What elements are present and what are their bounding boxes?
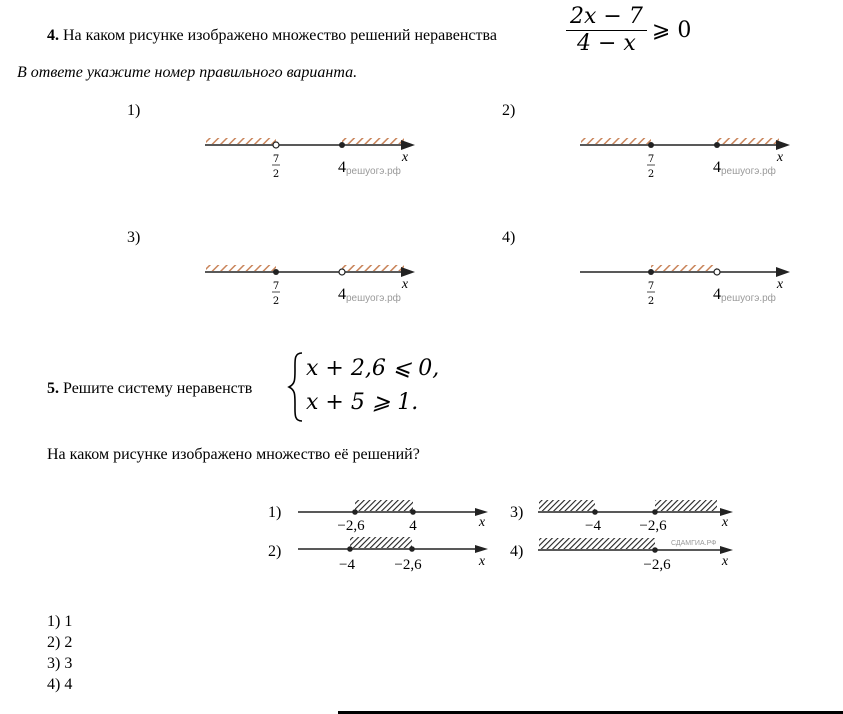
q4-2-point-right-filled [714, 142, 720, 148]
q5-2-point-a [347, 546, 353, 552]
q4-3-left-num: 7 [272, 281, 280, 292]
q5-system-line-2: x + 5 ⩾ 1. [306, 390, 419, 415]
q5-3-axis-label: x [721, 515, 729, 530]
q4-3-axis-label: x [401, 277, 409, 292]
q4-fraction [566, 4, 647, 57]
q5-option-3-label: 3) [510, 504, 524, 521]
q4-question-text: На каком рисунке изображено множество решений неравенства [63, 27, 497, 44]
q4-3-right-label: 4 [338, 286, 346, 303]
q5-4-point-a [652, 547, 658, 553]
q5-2-label-b: −2,6 [394, 557, 422, 572]
q5-4-label-a: −2,6 [643, 557, 671, 572]
q4-4-axis-label: x [776, 277, 784, 292]
q4-1-point-left-open [273, 142, 279, 148]
q4-1-watermark: решуогэ.рф [346, 166, 401, 177]
q4-4-hatch-middle [651, 265, 717, 271]
q5-1-axis-label: x [478, 515, 486, 530]
q4-inequality [566, 4, 691, 57]
answer-option-1[interactable]: 1) 1 [47, 613, 73, 630]
q5-1-point-a [352, 509, 358, 515]
q5-3-point-a [592, 509, 598, 515]
answer-option-4[interactable]: 4) 4 [47, 676, 73, 693]
q4-4-left-den: 2 [647, 296, 655, 307]
q5-option-4-label: 4) [510, 543, 524, 560]
q4-1-arrow [401, 140, 415, 150]
q4-number-line-1 [200, 130, 420, 190]
q4-fraction-denominator: 4 − x [566, 30, 647, 57]
q5-1-point-b [410, 509, 416, 515]
q4-1-point-right-filled [339, 142, 345, 148]
q5-1-label-a: −2,6 [337, 518, 365, 534]
q5-3-label-b: −2,6 [639, 518, 667, 534]
q4-2-hatch-left [581, 138, 651, 144]
q4-1-axis-label: x [401, 150, 409, 165]
q5-number-line-3 [535, 495, 745, 535]
q4-3-hatch-left [206, 265, 276, 271]
q5-option-2-label: 2) [268, 543, 282, 560]
q4-4-point-right-open [714, 269, 720, 275]
q5-system-brace [286, 350, 306, 425]
answer-option-2[interactable]: 2) 2 [47, 634, 73, 651]
q4-3-point-right-open [339, 269, 345, 275]
q5-system-line-1: x + 2,6 ⩽ 0, [306, 356, 440, 381]
q5-3-hatch-left [539, 500, 595, 511]
q4-2-hatch-right [717, 138, 779, 144]
q5-1-label-b: 4 [409, 518, 417, 534]
q4-2-watermark: решуогэ.рф [721, 166, 776, 177]
q5-system-lines [306, 352, 439, 420]
q4-1-hatch-right [342, 138, 404, 144]
q5-option-1-label: 1) [268, 504, 282, 521]
q4-relation: ⩾ 0 [651, 18, 692, 43]
q5-3-point-b [652, 509, 658, 515]
q5-2-arrow [475, 545, 488, 553]
q5-4-axis-label: x [721, 554, 729, 569]
q5-4-hatch [539, 538, 655, 549]
q4-option-1-label: 1) [127, 102, 141, 119]
q4-number-line-3 [200, 257, 420, 317]
q5-2-axis-label: x [478, 554, 486, 569]
q4-1-left-den: 2 [272, 169, 280, 180]
q4-2-axis-label: x [776, 150, 784, 165]
q4-1-hatch-left [206, 138, 276, 144]
q5-3-hatch-right [655, 500, 717, 511]
q5-number: 5. [47, 380, 59, 397]
answer-list [47, 611, 72, 695]
q4-2-left-num: 7 [647, 154, 655, 165]
q5-subquestion: На каком рисунке изображено множество её решений? [47, 446, 420, 463]
q4-4-point-left-filled [648, 269, 654, 275]
q4-2-left-den: 2 [647, 169, 655, 180]
answer-option-3[interactable]: 3) 3 [47, 655, 73, 672]
q4-option-4-label: 4) [502, 229, 516, 246]
q4-3-point-left-filled [273, 269, 279, 275]
q4-4-left-num: 7 [647, 281, 655, 292]
q4-number: 4. [47, 27, 59, 44]
q4-4-watermark: решуогэ.рф [721, 293, 776, 304]
q4-4-right-label: 4 [713, 286, 721, 303]
q4-3-arrow [401, 267, 415, 277]
q5-number-line-4 [535, 532, 745, 572]
q4-4-arrow [776, 267, 790, 277]
q5-2-hatch [350, 537, 412, 548]
q5-2-point-b [409, 546, 415, 552]
q4-instruction: В ответе укажите номер правильного варианта. [17, 64, 358, 81]
q4-1-left-num: 7 [272, 154, 280, 165]
q5-question-text: Решите систему неравенств [63, 380, 253, 397]
q4-2-point-left-filled [648, 142, 654, 148]
q5-1-hatch [355, 500, 413, 511]
q4-1-right-label: 4 [338, 159, 346, 176]
q4-2-arrow [776, 140, 790, 150]
q4-option-3-label: 3) [127, 229, 141, 246]
q4-3-watermark: решуогэ.рф [346, 293, 401, 304]
q4-option-2-label: 2) [502, 102, 516, 119]
q5-4-watermark: СДАМГИА.РФ [671, 540, 717, 547]
q4-number-line-4 [575, 257, 795, 317]
q4-2-right-label: 4 [713, 159, 721, 176]
q5-2-label-a: −4 [339, 557, 355, 572]
q4-3-hatch-right [342, 265, 404, 271]
q4-3-left-den: 2 [272, 296, 280, 307]
q5-number-line-1 [295, 495, 495, 535]
q5-3-label-a: −4 [585, 518, 601, 534]
q5-number-line-2 [295, 532, 495, 572]
q4-heading [47, 27, 497, 45]
q5-heading [47, 380, 252, 398]
q5-4-arrow [720, 546, 733, 554]
q4-number-line-2 [575, 130, 795, 190]
q4-fraction-numerator: 2x − 7 [570, 4, 643, 29]
